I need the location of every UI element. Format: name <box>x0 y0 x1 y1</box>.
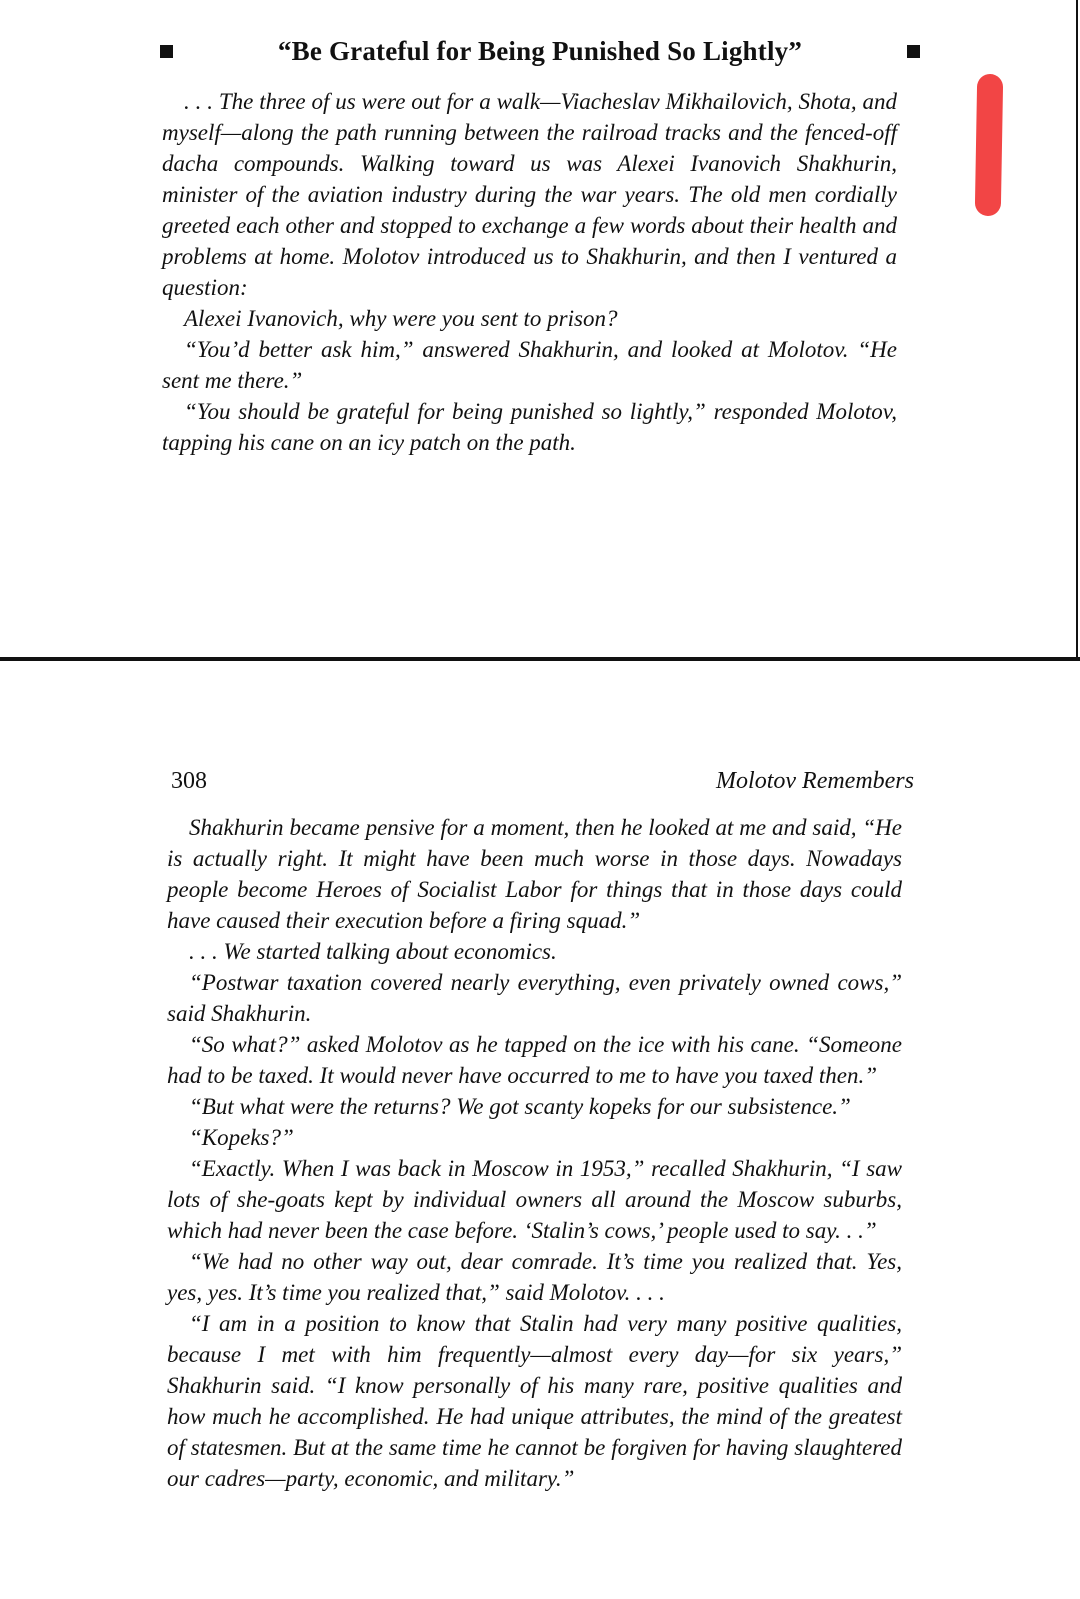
section-heading <box>160 36 920 67</box>
paragraph: Shakhurin became pensive for a moment, then he looked at me and said, “He is actually right. It might have been much worse in those days. Nowadays people become Heroes of Socialist Labor for things that in those days could have caused their execution before a firing squad.” <box>167 815 902 933</box>
paragraph: . . . We started talking about economics. <box>189 939 557 964</box>
page-divider <box>0 657 1080 661</box>
paragraph: “Kopeks?” <box>189 1125 294 1150</box>
page-edge-line <box>1076 0 1078 660</box>
square-bullet-icon <box>160 45 173 58</box>
top-page <box>0 0 1080 657</box>
bottom-page-body <box>167 812 902 1494</box>
page-number: 308 <box>171 768 207 794</box>
paragraph: “We had no other way out, dear comrade. It’s time you realized that. Yes, yes, yes. It’s time you realized that,” said Molotov. . . . <box>167 1249 902 1305</box>
paragraph: “Postwar taxation covered nearly everything, even privately owned cows,” said Shakhurin. <box>167 970 902 1026</box>
square-bullet-icon <box>907 45 920 58</box>
paragraph: “You should be grateful for being punished so lightly,” responded Molotov, tapping his cane on an icy patch on the path. <box>162 399 897 455</box>
paragraph: “But what were the returns? We got scanty kopeks for our subsistence.” <box>189 1094 851 1119</box>
running-head: Molotov Remembers <box>716 768 914 794</box>
paragraph: “You’d better ask him,” answered Shakhurin, and looked at Molotov. “He sent me there.” <box>162 337 897 393</box>
top-page-body <box>162 86 897 458</box>
paragraph: “Exactly. When I was back in Moscow in 1953,” recalled Shakhurin, “I saw lots of she-goats kept by individual owners all around the Moscow suburbs, which had never been the case before. ‘Stalin’s cows,’ people used to say. . .” <box>167 1156 902 1243</box>
paragraph: “I am in a position to know that Stalin had very many positive qualities, because I met with him frequently—almost every day—for six years,” Shakhurin said. “I know personally of his many rare, positive qualities and how much he accomplished. He had unique attributes, the mind of the greatest of statesmen. But at the same time he cannot be forgiven for having slaughtered our cadres—party, economic, and military.” <box>167 1311 902 1491</box>
red-highlight-marker <box>975 74 1003 216</box>
section-title: “Be Grateful for Being Punished So Lightly” <box>277 36 803 66</box>
paragraph: . . . The three of us were out for a walk—Viacheslav Mikhailovich, Shota, and myself—along the path running between the railroad tracks and the fenced-off dacha compounds. Walking toward us was Alexei Ivanovich Shakhurin, minister of the aviation industry during the war years. The old men cordially greeted each other and stopped to exchange a few words about their health and problems at home. Molotov introduced us to Shakhurin, and then I ventured a question: <box>162 89 897 300</box>
paragraph: Alexei Ivanovich, why were you sent to prison? <box>184 306 618 331</box>
paragraph: “So what?” asked Molotov as he tapped on the ice with his cane. “Someone had to be taxed. It would never have occurred to me to have you taxed then.” <box>167 1032 902 1088</box>
